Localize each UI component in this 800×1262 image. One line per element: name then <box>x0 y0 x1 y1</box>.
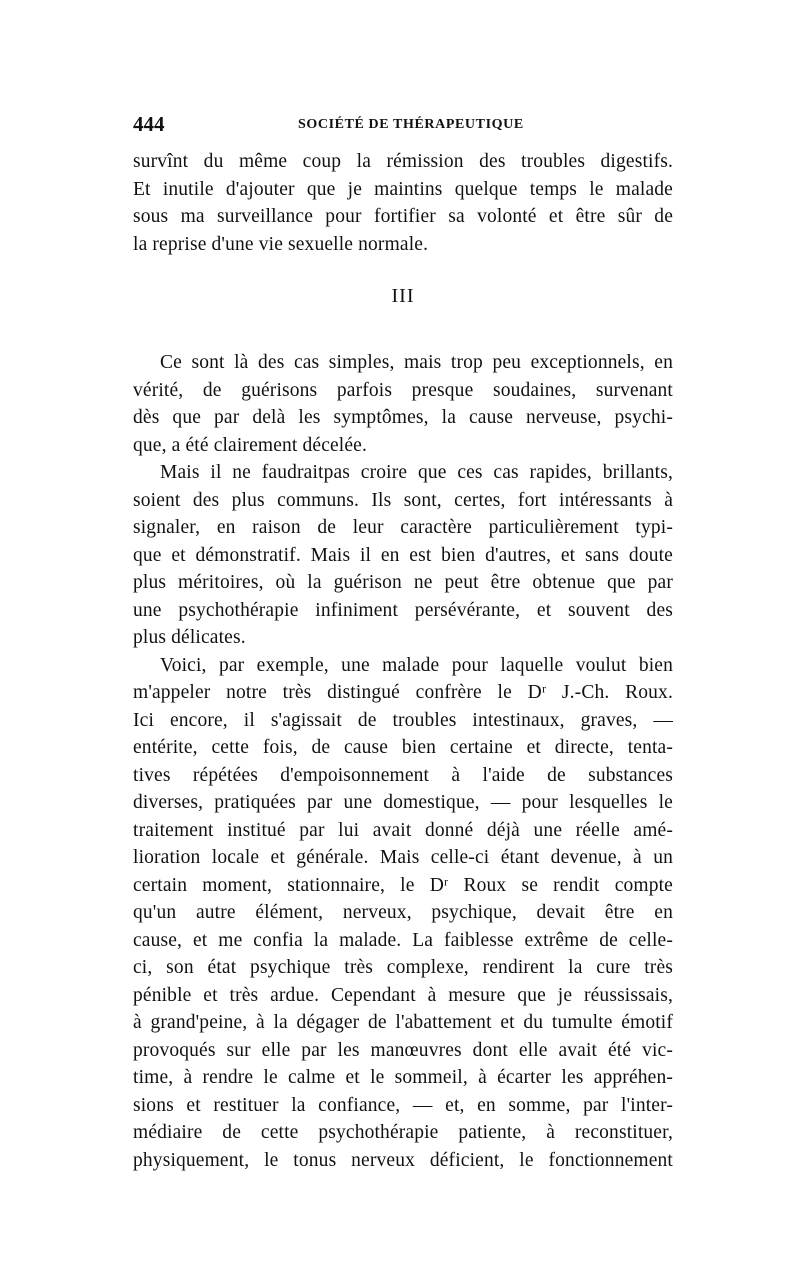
paragraph <box>133 148 673 258</box>
text-line: pénible et très ardue. Cependant à mesure que je réussissais, <box>133 984 673 1006</box>
running-head: SOCIÉTÉ DE THÉRAPEUTIQUE <box>298 117 524 132</box>
text-line: la reprise d'une vie sexuelle normale. <box>133 233 429 255</box>
text-line: que et démonstratif. Mais il en est bien d'autres, et sans doute <box>133 544 673 566</box>
section-heading: III <box>391 285 415 307</box>
text-line: traitement institué par lui avait donné déjà une réelle amé- <box>133 819 673 841</box>
text-line: time, à rendre le calme et le sommeil, à écarter les appréhen- <box>133 1067 673 1088</box>
text-line: médiaire de cette psychothérapie patiente, à reconstituer, <box>133 1122 673 1143</box>
text-line: entérite, cette fois, de cause bien certaine et directe, tenta- <box>133 737 673 758</box>
text-line: ci, son état psychique très complexe, rendirent la cure très <box>133 957 673 978</box>
text-line: vérité, de guérisons parfois presque soudaines, survenant <box>133 379 673 401</box>
text-line: Et inutile d'ajouter que je maintins quelque temps le malade <box>133 178 673 200</box>
text-line: signaler, en raison de leur caractère particulièrement typi- <box>133 517 673 538</box>
text-line: sions et restituer la confiance, — et, en somme, par l'inter- <box>133 1094 673 1116</box>
text-line: Ce sont là des cas simples, mais trop peu exceptionnels, en <box>160 352 673 373</box>
page-header <box>133 112 673 140</box>
paragraph <box>133 459 673 652</box>
paragraph <box>133 349 673 459</box>
text-line: plus méritoires, où la guérison ne peut être obtenue que par <box>133 572 673 593</box>
text-line: à grand'peine, à la dégager de l'abattement et du tumulte émotif <box>133 1012 673 1033</box>
text-line: survînt du même coup la rémission des troubles digestifs. <box>133 151 673 172</box>
text-line: m'appeler notre très distingué confrère le Dʳ J.-Ch. Roux. <box>133 682 673 703</box>
text-line: que, a été clairement décelée. <box>133 434 368 456</box>
text-line: certain moment, stationnaire, le Dʳ Roux se rendit compte <box>133 874 673 896</box>
text-line: plus délicates. <box>133 627 246 648</box>
text-line: soient des plus communs. Ils sont, certes, fort intéressants à <box>133 489 673 511</box>
body-text-main <box>133 349 673 1174</box>
text-line: une psychothérapie infiniment persévérante, et souvent des <box>133 599 673 621</box>
text-line: provoqués sur elle par les manœuvres dont elle avait été vic- <box>133 1039 673 1061</box>
text-line: sous ma surveillance pour fortifier sa volonté et être sûr de <box>133 206 673 227</box>
text-line: diverses, pratiquées par une domestique, — pour lesquelles le <box>133 792 673 813</box>
text-line: lioration locale et générale. Mais celle-ci étant devenue, à un <box>133 847 673 868</box>
text-line: Voici, par exemple, une malade pour laquelle voulut bien <box>160 654 673 676</box>
text-line: dès que par delà les symptômes, la cause nerveuse, psychi- <box>133 407 673 428</box>
body-text-top <box>133 148 673 258</box>
paragraph <box>133 652 673 1175</box>
text-line: Mais il ne faudraitpas croire que ces cas rapides, brillants, <box>160 462 673 483</box>
text-line: tives répétées d'empoisonnement à l'aide de substances <box>133 764 673 786</box>
text-line: physiquement, le tonus nerveux déficient, le fonctionnement <box>133 1149 673 1171</box>
text-line: Ici encore, il s'agissait de troubles intestinaux, graves, — <box>133 709 673 731</box>
page-number: 444 <box>133 112 165 136</box>
text-line: cause, et me confia la malade. La faiblesse extrême de celle- <box>133 929 673 951</box>
text-line: qu'un autre élément, nerveux, psychique, devait être en <box>133 902 673 923</box>
